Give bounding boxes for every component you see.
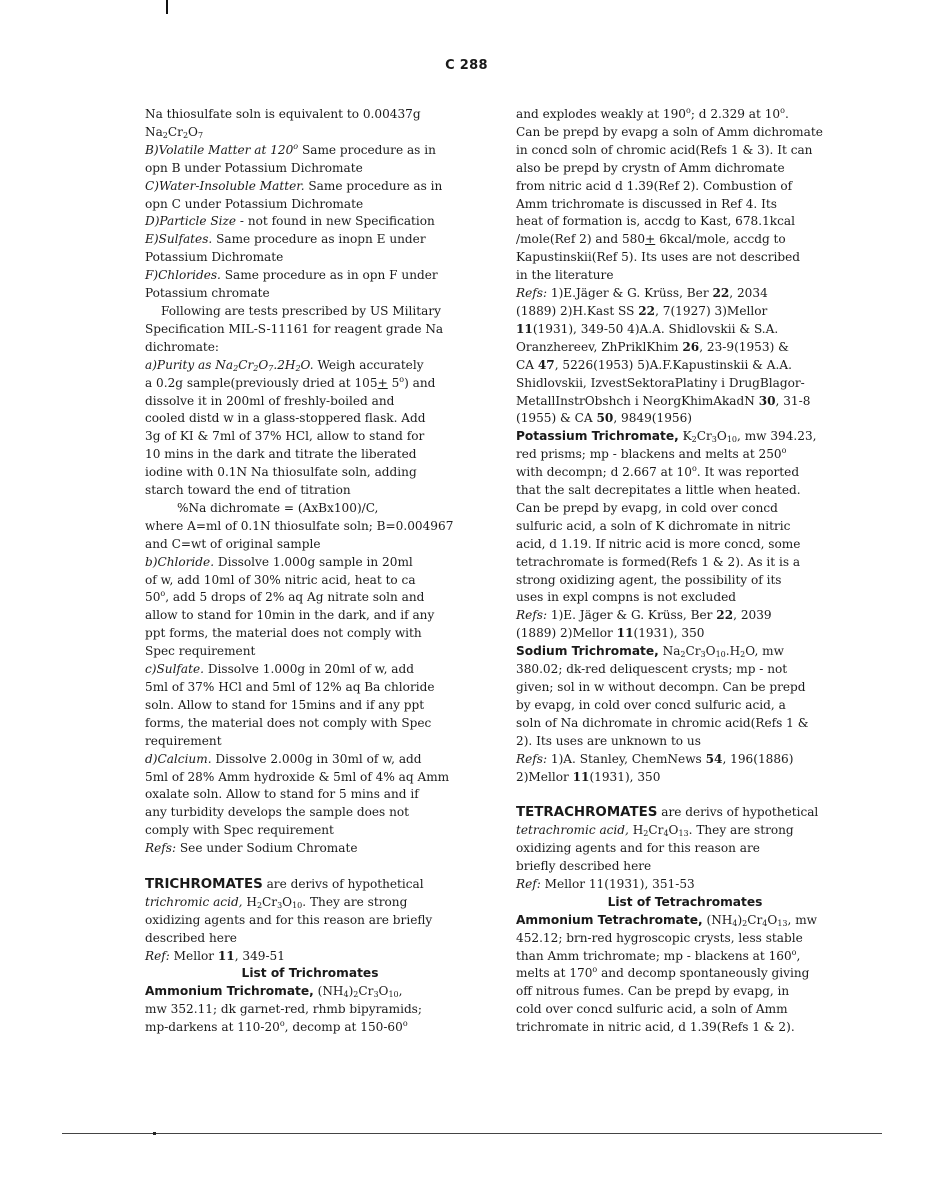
tetrachromates-heading: TETRACHROMATES are derivs of hypothetical (516, 805, 819, 821)
page-number: C 288 (445, 58, 488, 73)
text-line: acid, d 1.19. If nitric acid is more concd, some (516, 536, 801, 551)
section-calcium: d)Calcium. Dissolve 2.000g in 30ml of w, add (145, 751, 422, 766)
text-line: oxidizing agents and for this reason are briefly (145, 912, 433, 927)
text-line: Potassium Dichromate (145, 250, 284, 265)
text-line: of w, add 10ml of 30% nitric acid, heat to ca (145, 572, 416, 587)
text-line: strong oxidizing agent, the possibility of its (516, 572, 782, 587)
text-line: starch toward the end of titration (145, 483, 351, 498)
references: Refs: 1)E. Jäger & G. Krüss, Ber 22, 2039 (516, 608, 772, 623)
references: Refs: 1)A. Stanley, ChemNews 54, 196(1886) (516, 751, 794, 766)
text-line: tetrachromate is formed(Refs 1 & 2). As it is a (516, 554, 801, 569)
text-line: also be prepd by crystn of Amm dichromate (516, 160, 785, 175)
text-line: Na thiosulfate soln is equivalent to 0.00437g (145, 107, 421, 121)
section-water-insoluble: C)Water-Insoluble Matter. Same procedure as in (145, 178, 443, 193)
text-line: melts at 170$^o$ and decomp spontaneously giving (516, 965, 810, 981)
right-column (516, 106, 854, 1037)
text-line: 10 mins in the dark and titrate the liberated (145, 447, 417, 462)
text-line: and C=wt of original sample (145, 536, 321, 551)
text-line: trichromic acid, $H_2Cr_3O_{10}$. They are strong (145, 894, 408, 910)
text-line: from nitric acid d 1.39(Ref 2). Combustion of (516, 178, 793, 193)
left-column (145, 106, 475, 1037)
formula-line: $Na_2Cr_2O_7$ (145, 124, 204, 140)
text-line: in the literature (516, 268, 614, 283)
text-line: 2)Mellor 11(1931), 350 (516, 769, 661, 784)
text-line: with decompn; d 2.667 at 10$^o$. It was reported (516, 464, 800, 480)
text-line: that the salt decrepitates a little when heated. (516, 483, 801, 498)
entry-ammonium-tetrachromate: Ammonium Tetrachromate, $(NH_4)_2Cr_4O_{13}$, mw (516, 912, 818, 928)
text-line: cooled distd w in a glass-stoppered flask. Add (145, 411, 426, 426)
text-line: oxalate soln. Allow to stand for 5 mins and if (145, 787, 419, 802)
text-line: Amm trichromate is discussed in Ref 4. Its (516, 196, 777, 211)
section-sulfate: c)Sulfate. Dissolve 1.000g in 20ml of w, add (145, 662, 414, 677)
paragraph-start: Following are tests prescribed by US Military (161, 303, 441, 318)
text-line: briefly described here (516, 859, 652, 874)
text-line: a 0.2g sample(previously dried at $105+ 5^o$) and (145, 374, 436, 390)
text-line: Can be prepd by evapg, in cold over concd (516, 500, 778, 515)
text-line: given; sol in w without decompn. Can be prepd (516, 680, 806, 694)
text-line: comply with Spec requirement (145, 823, 334, 838)
text-line: cold over concd sulfuric acid, a soln of Amm (516, 1002, 788, 1017)
text-line: soln of Na dichromate in chromic acid(Refs 1 & (516, 715, 809, 730)
text-line: and explodes weakly at 190$^o$; d 2.329 at 10$^o$. (516, 106, 789, 121)
text-line: off nitrous fumes. Can be prepd by evapg, in (516, 984, 790, 999)
text-line: /mole(Ref 2) and 580+ 6kcal/mole, accdg to (516, 232, 786, 247)
text-line: uses in expl compns is not excluded (516, 590, 736, 605)
text-line: than Amm trichromate; mp - blackens at 160$^o$, (516, 947, 801, 963)
reference-line: Ref: Mellor 11, 349-51 (145, 948, 285, 963)
entry-potassium-trichromate: Potassium Trichromate, $K_2Cr_3O_{10}$, mw 394.23, (516, 429, 817, 445)
text-line: (1889) 2)Mellor 11(1931), 350 (516, 626, 705, 641)
text-line: tetrachromic acid, $H_2Cr_4O_{13}$. They are strong (516, 823, 794, 839)
text-line: 5ml of 28% Amm hydroxide & 5ml of 4% aq Amm (145, 769, 450, 784)
references: Refs: 1)E.Jäger & G. Krüss, Ber 22, 2034 (516, 286, 768, 301)
section-particle-size: D)Particle Size - not found in new Specification (145, 214, 435, 229)
reference-line: Ref: Mellor 11(1931), 351-53 (516, 876, 695, 891)
text-line: oxidizing agents and for this reason are (516, 841, 760, 856)
text-line: in concd soln of chromic acid(Refs 1 & 3). It can (516, 142, 813, 157)
text-line: 11(1931), 349-50 4)A.A. Shidlovskii & S.A. (516, 321, 779, 336)
text-line: where A=ml of 0.1N thiosulfate soln; B=0.004967 (145, 518, 454, 533)
text-line: iodine with 0.1N Na thiosulfate soln, adding (145, 465, 417, 480)
text-line: red prisms; mp - blackens and melts at 250$^o$ (516, 446, 787, 462)
section-chloride: b)Chloride. Dissolve 1.000g sample in 20ml (145, 554, 413, 569)
text-line: opn C under Potassium Dichromate (145, 196, 364, 211)
list-heading-tetrachromates: List of Tetrachromates (607, 894, 763, 909)
list-heading-trichromates: List of Trichromates (241, 966, 379, 981)
text-line: by evapg, in cold over concd sulfuric acid, a (516, 697, 786, 712)
formula-equation: %Na dichromate = (AxBx100)/C, (177, 500, 379, 515)
text-line: Kapustinskii(Ref 5). Its uses are not described (516, 250, 800, 265)
section-sulfates: E)Sulfates. Same procedure as inopn E under (145, 232, 426, 247)
text-line: 3g of KI & 7ml of 37% HCl, allow to stand for (145, 429, 425, 444)
references: Refs: See under Sodium Chromate (145, 841, 358, 856)
entry-ammonium-trichromate: Ammonium Trichromate, $(NH_4)_2Cr_3O_{10}$, (145, 984, 403, 1000)
section-purity: a)Purity as $Na_2Cr_2O_7.2H_2O$. Weigh accurately (145, 357, 424, 373)
text-line: 2). Its uses are unknown to us (516, 733, 701, 748)
text-line: opn B under Potassium Dichromate (145, 160, 363, 175)
text-line: Potassium chromate (145, 286, 270, 301)
entry-sodium-trichromate: Sodium Trichromate, $Na_2Cr_3O_{10}.H_2O$, mw (516, 644, 784, 660)
text-line: 50$^o$, add 5 drops of 2% aq Ag nitrate soln and (145, 589, 425, 605)
text-line: CA 47, 5226(1953) 5)A.F.Kapustinskii & A.A. (516, 357, 792, 372)
footer-rule-mark (153, 1132, 156, 1135)
section-chlorides: F)Chlorides. Same procedure as in opn F under (145, 268, 438, 283)
text-line: heat of formation is, accdg to Kast, 678.1kcal (516, 214, 795, 229)
text-line: mp-darkens at 110-20$^o$, decomp at 150-60$^o$ (145, 1019, 408, 1035)
text-line: 5ml of 37% HCl and 5ml of 12% aq Ba chloride (145, 680, 435, 694)
text-line: allow to stand for 10min in the dark, and if any (145, 608, 435, 623)
trichromates-heading: TRICHROMATES are derivs of hypothetical (145, 876, 424, 892)
text-line: (1955) & CA 50, 9849(1956) (516, 411, 693, 426)
text-line: 380.02; dk-red deliquescent crysts; mp - not (516, 662, 788, 677)
text-line: dissolve it in 200ml of freshly-boiled and (145, 393, 395, 408)
text-line: Specification MIL-S-11161 for reagent grade Na (145, 321, 444, 336)
text-line: Spec requirement (145, 644, 256, 659)
text-line: (1889) 2)H.Kast SS 22, 7(1927) 3)Mellor (516, 303, 768, 318)
text-line: trichromate in nitric acid, d 1.39(Refs 1 & 2). (516, 1020, 795, 1035)
margin-tick-mark (166, 0, 168, 14)
text-line: Shidlovskii, IzvestSektoraPlatiny i DrugBlagor- (516, 375, 805, 390)
text-line: Can be prepd by evapg a soln of Amm dichromate (516, 124, 823, 139)
text-line: 452.12; brn-red hygroscopic crysts, less stable (516, 930, 803, 945)
text-line: mw 352.11; dk garnet-red, rhmb bipyramids; (145, 1002, 422, 1017)
footer-rule (62, 1133, 882, 1134)
section-volatile-matter: B)Volatile Matter at 120$^o$ Same procedure as in (145, 141, 436, 157)
text-line: any turbidity develops the sample does not (145, 805, 409, 820)
text-line: MetallInstrObshch i NeorgKhimAkadN 30, 31-8 (516, 393, 811, 408)
text-line: dichromate: (145, 339, 220, 354)
text-line: Oranzhereev, ZhPriklKhim 26, 23-9(1953) & (516, 339, 789, 354)
text-line: described here (145, 930, 237, 945)
text-line: forms, the material does not comply with Spec (145, 715, 432, 730)
text-line: ppt forms, the material does not comply with (145, 626, 422, 641)
text-line: requirement (145, 733, 222, 748)
text-line: soln. Allow to stand for 15mins and if any ppt (145, 697, 425, 712)
text-line: sulfuric acid, a soln of K dichromate in nitric (516, 518, 791, 533)
